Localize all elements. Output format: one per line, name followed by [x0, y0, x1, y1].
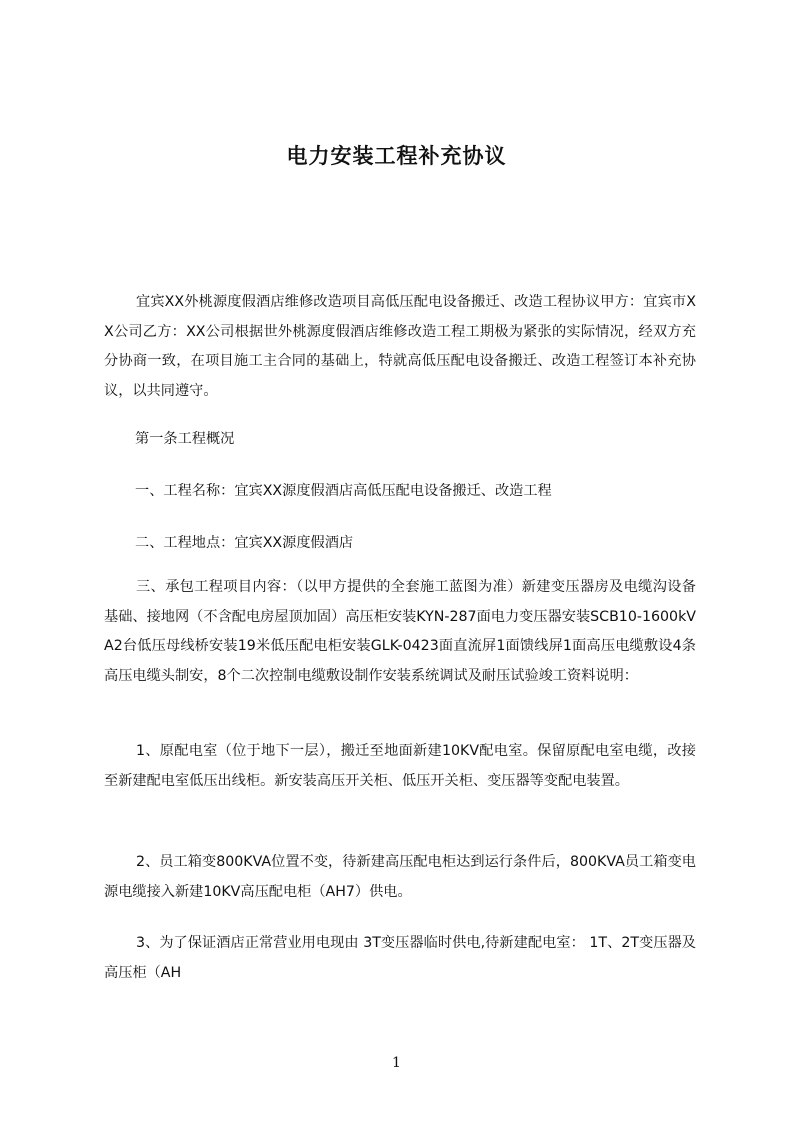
- project-location-item: 二、工程地点：宜宾XX源度假酒店: [135, 535, 354, 551]
- page-number: 1: [392, 1055, 401, 1071]
- intro-paragraph: 宜宾XX外桃源度假酒店维修改造项目高低压配电设备搬迁、改造工程协议甲方：宜宾市XX公司乙方：XX公司根据世外桃源度假酒店维修改造工程工期极为紧张的实际情况，经双方充分协商一致，在项目施工主合同的基础上，特就高低压配电设备搬迁、改造工程签订本补充协议，以共同遵守。: [104, 294, 696, 399]
- note-1-paragraph: 1、原配电室（位于地下一层），搬迁至地面新建10KV配电室。保留原配电室电缆，改接至新建配电室低压出线柜。新安装高压开关柜、低压开关柜、变压器等变配电装置。: [104, 743, 696, 789]
- document-title: 电力安装工程补充协议: [286, 144, 507, 168]
- article-1-heading: 第一条工程概况: [135, 431, 235, 447]
- note-2-paragraph: 2、员工箱变800KVA位置不变，待新建高压配电柜达到运行条件后，800KVA员工箱变电源电缆接入新建10KV高压配电柜（AH7）供电。: [104, 854, 696, 900]
- note-3-paragraph: 3、为了保证酒店正常营业用电现由 3T变压器临时供电,待新建配电室： 1T、2T变压器及高压柜（AH: [104, 935, 696, 981]
- contract-scope-paragraph: 三、承包工程项目内容：（以甲方提供的全套施工蓝图为准）新建变压器房及电缆沟设备基础、接地网（不含配电房屋顶加固）高压柜安装KYN-287面电力变压器安装SCB10-1600kVA2台低压母线桥安装19米低压配电柜安装GLK-0423面直流屏1面馈线屏1面高压电缆敷设4条高压电缆头制安，8个二次控制电缆敷设制作安装系统调试及耐压试验竣工资料说明：: [104, 579, 696, 684]
- project-name-item: 一、工程名称：宜宾XX源度假酒店高低压配电设备搬迁、改造工程: [135, 483, 552, 499]
